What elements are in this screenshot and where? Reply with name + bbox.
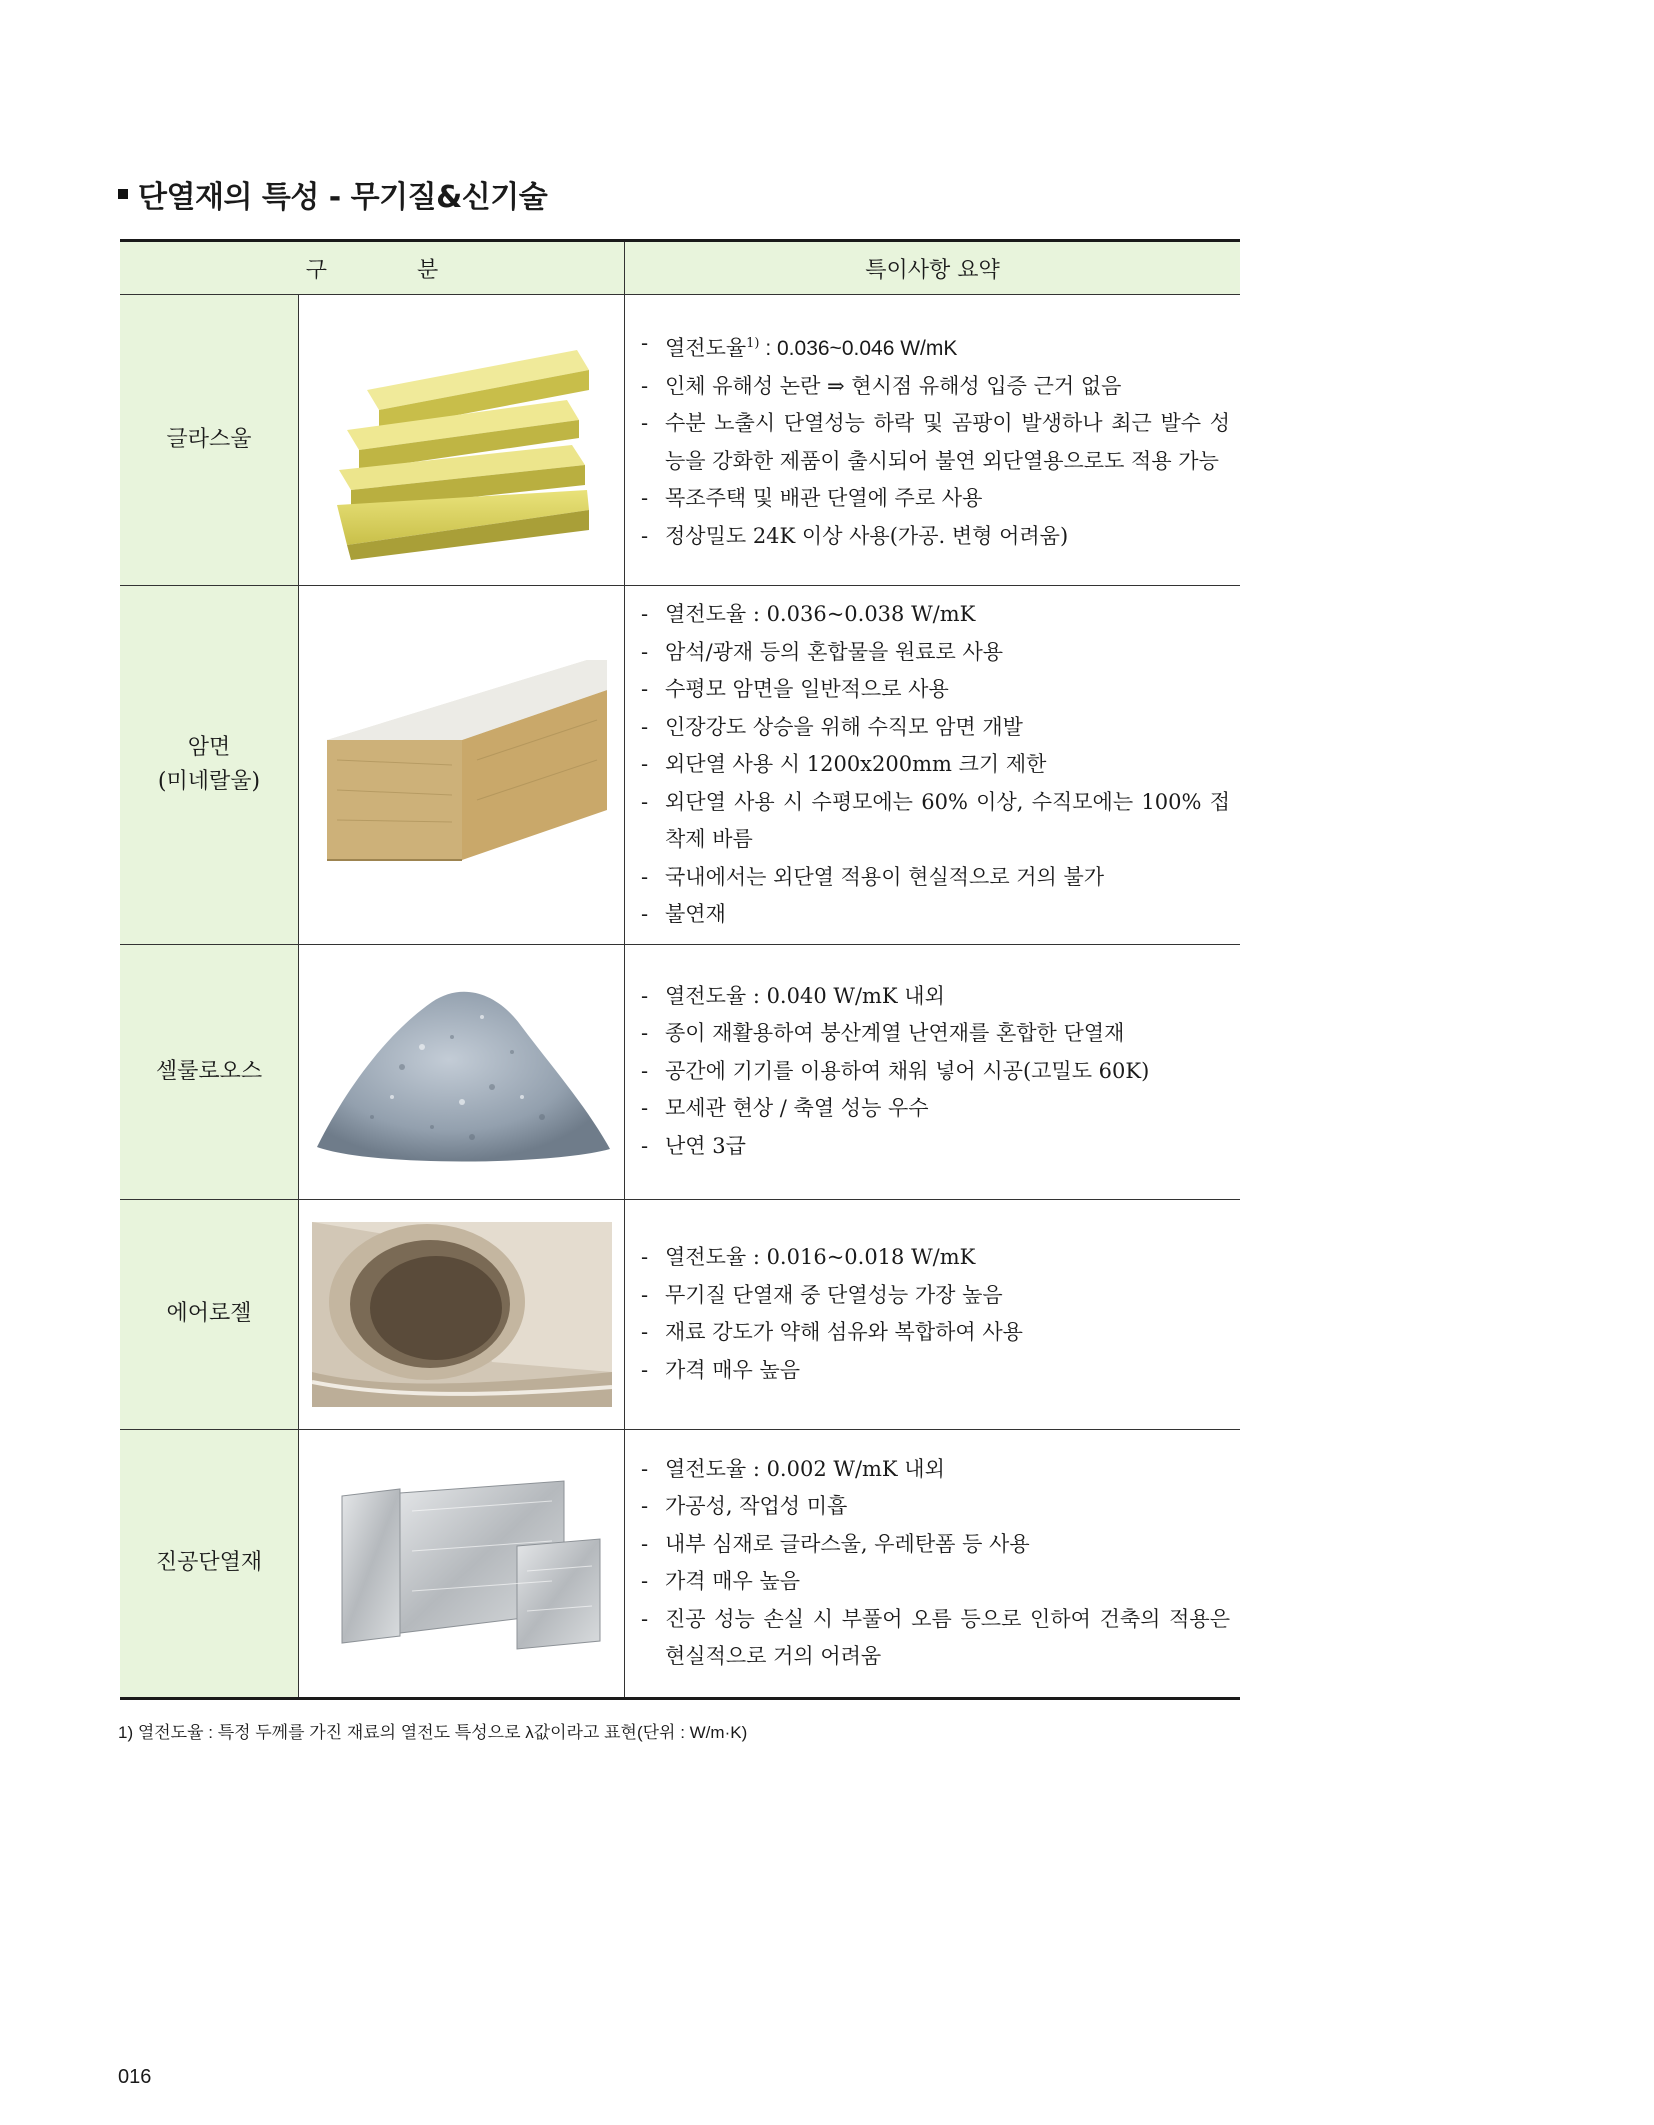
row-name-line2: (미네랄울) <box>157 768 261 794</box>
mineral-wool-block-image <box>317 650 607 880</box>
item-text: 목조주택 및 배관 단열에 주로 사용 <box>665 486 983 510</box>
item-text: 열전도율 : 0.002 W/mK 내외 <box>665 1456 945 1481</box>
row-name <box>120 586 299 945</box>
list-item: - 가격 매우 높음 <box>641 1563 1230 1601</box>
item-text: 난연 3급 <box>665 1133 746 1158</box>
item-text: 불연재 <box>665 902 726 926</box>
list-item: - 국내에서는 외단열 적용이 현실적으로 거의 불가 <box>641 859 1230 897</box>
row-summary <box>625 295 1241 586</box>
list-item: - 열전도율$^{1)}$ : 0.036~0.046 W/mK <box>641 331 958 360</box>
insulation-table <box>120 239 1240 1700</box>
item-text: 재료 강도가 약해 섬유와 복합하여 사용 <box>665 1320 1023 1344</box>
footnote-ref: 1) <box>746 336 760 351</box>
list-item: - 모세관 현상 / 축열 성능 우수 <box>641 1090 1230 1128</box>
table-row <box>120 944 1240 1199</box>
item-text: 종이 재활용하여 붕산계열 난연재를 혼합한 단열재 <box>665 1021 1125 1046</box>
item-text: 공간에 기기를 이용하여 채워 넣어 시공(고밀도 60K) <box>665 1058 1150 1083</box>
item-text: 진공 성능 손실 시 부풀어 오름 등으로 인하여 건축의 적용은 현실적으로 거의 어려움 <box>665 1606 1230 1668</box>
list-item: - 불연재 <box>641 896 1230 934</box>
page-title-text: 단열재의 특성 - 무기질&신기술 <box>138 180 548 215</box>
glass-wool-boards-image <box>327 320 597 560</box>
list-item: - 무기질 단열재 중 단열성능 가장 높음 <box>641 1277 1230 1315</box>
row-summary <box>625 944 1241 1199</box>
item-text: 인체 유해성 논란 ⇒ 현시점 유해성 입증 근거 없음 <box>665 373 1122 398</box>
list-item: - 열전도율 : 0.002 W/mK 내외 <box>641 1451 1230 1489</box>
item-text: 내부 심재로 글라스울, 우레탄폼 등 사용 <box>665 1531 1030 1556</box>
item-text: 열전도율 : 0.036~0.038 W/mK <box>665 602 976 626</box>
item-text: 가격 매우 높음 <box>665 1357 801 1382</box>
item-value: : 0.036~0.046 W/mK <box>759 337 958 360</box>
square-bullet-icon <box>118 189 128 199</box>
aerogel-roll-image <box>312 1222 612 1407</box>
list-item: - 외단열 사용 시 1200x200mm 크기 제한 <box>641 746 1230 784</box>
page-number: 016 <box>118 2066 152 2088</box>
item-text: 수분 노출시 단열성능 하락 및 곰팡이 발생하나 최근 발수 성능을 강화한 제품이 출시되어 불연 외단열용으로도 적용 가능 <box>665 411 1230 473</box>
list-item: - 열전도율 : 0.036~0.038 W/mK <box>641 596 1230 634</box>
item-text: 인장강도 상승을 위해 수직모 암면 개발 <box>665 714 1023 739</box>
item-text: 열전도율 : 0.040 W/mK 내외 <box>665 983 945 1008</box>
list-item: - 진공 성능 손실 시 부풀어 오름 등으로 인하여 건축의 적용은 현실적으로 거의 어려움 <box>641 1601 1230 1676</box>
item-text: 수평모 암면을 일반적으로 사용 <box>665 677 949 701</box>
header-summary: 특이사항 요약 <box>625 241 1241 295</box>
page-title <box>118 172 547 216</box>
item-text: 외단열 사용 시 수평모에는 60% 이상, 수직모에는 100% 접착제 바름 <box>665 789 1230 851</box>
item-text: 가격 매우 높음 <box>665 1569 801 1593</box>
list-item: - 가격 매우 높음 <box>641 1352 1230 1390</box>
list-item: - 열전도율 : 0.016~0.018 W/mK <box>641 1239 1230 1277</box>
row-name: 셀룰로오스 <box>120 944 299 1199</box>
header-category-b: 분 <box>417 257 439 283</box>
list-item: - 가공성, 작업성 미흡 <box>641 1488 1230 1526</box>
table-header-row <box>120 241 1240 295</box>
row-name: 진공단열재 <box>120 1429 299 1698</box>
vacuum-panels-image <box>322 1471 602 1656</box>
list-item: - 난연 3급 <box>641 1128 1230 1166</box>
table-row <box>120 295 1240 586</box>
item-text: 외단열 사용 시 1200x200mm 크기 제한 <box>665 752 1047 776</box>
list-item: - 정상밀도 24K 이상 사용(가공. 변형 어려움) <box>641 518 1230 556</box>
item-text: 정상밀도 24K 이상 사용(가공. 변형 어려움) <box>665 523 1069 548</box>
row-name-line1: 암면 <box>187 734 231 760</box>
item-text: 무기질 단열재 중 단열성능 가장 높음 <box>665 1282 1003 1307</box>
list-item: - 수분 노출시 단열성능 하락 및 곰팡이 발생하나 최근 발수 성능을 강화한 제품이 출시되어 불연 외단열용으로도 적용 가능 <box>641 405 1230 480</box>
item-text: 암석/광재 등의 혼합물을 원료로 사용 <box>665 639 1004 664</box>
list-item: - 목조주택 및 배관 단열에 주로 사용 <box>641 480 1230 518</box>
list-item: - 수평모 암면을 일반적으로 사용 <box>641 671 1230 709</box>
footnote: 1) 열전도율 : 특정 두께를 가진 재료의 열전도 특성으로 λ값이라고 표현(단위 : W/m·K) <box>118 1723 748 1742</box>
item-text: 가공성, 작업성 미흡 <box>665 1494 848 1518</box>
table-row <box>120 1429 1240 1698</box>
list-item: - 외단열 사용 시 수평모에는 60% 이상, 수직모에는 100% 접착제 바름 <box>641 784 1230 859</box>
table-row <box>120 1199 1240 1429</box>
cellulose-pile-image <box>312 977 612 1167</box>
list-item: - 재료 강도가 약해 섬유와 복합하여 사용 <box>641 1314 1230 1352</box>
list-item: - 공간에 기기를 이용하여 채워 넣어 시공(고밀도 60K) <box>641 1053 1230 1091</box>
header-category-a: 구 <box>305 257 327 283</box>
header-category <box>120 241 625 295</box>
list-item: - 열전도율 : 0.040 W/mK 내외 <box>641 978 1230 1016</box>
item-text: 열전도율 <box>665 336 747 360</box>
list-item: - 인장강도 상승을 위해 수직모 암면 개발 <box>641 709 1230 747</box>
list-item: - 내부 심재로 글라스울, 우레탄폼 등 사용 <box>641 1526 1230 1564</box>
row-summary <box>625 586 1241 945</box>
row-name: 글라스울 <box>120 295 299 586</box>
row-summary <box>625 1199 1241 1429</box>
item-text: 모세관 현상 / 축열 성능 우수 <box>665 1096 929 1121</box>
item-text: 국내에서는 외단열 적용이 현실적으로 거의 불가 <box>665 864 1105 889</box>
row-name: 에어로젤 <box>120 1199 299 1429</box>
list-item: - 인체 유해성 논란 ⇒ 현시점 유해성 입증 근거 없음 <box>641 368 1230 406</box>
item-text: 열전도율 : 0.016~0.018 W/mK <box>665 1245 976 1269</box>
row-summary <box>625 1429 1241 1698</box>
list-item: - 암석/광재 등의 혼합물을 원료로 사용 <box>641 634 1230 672</box>
table-row <box>120 586 1240 945</box>
list-item: - 종이 재활용하여 붕산계열 난연재를 혼합한 단열재 <box>641 1015 1230 1053</box>
